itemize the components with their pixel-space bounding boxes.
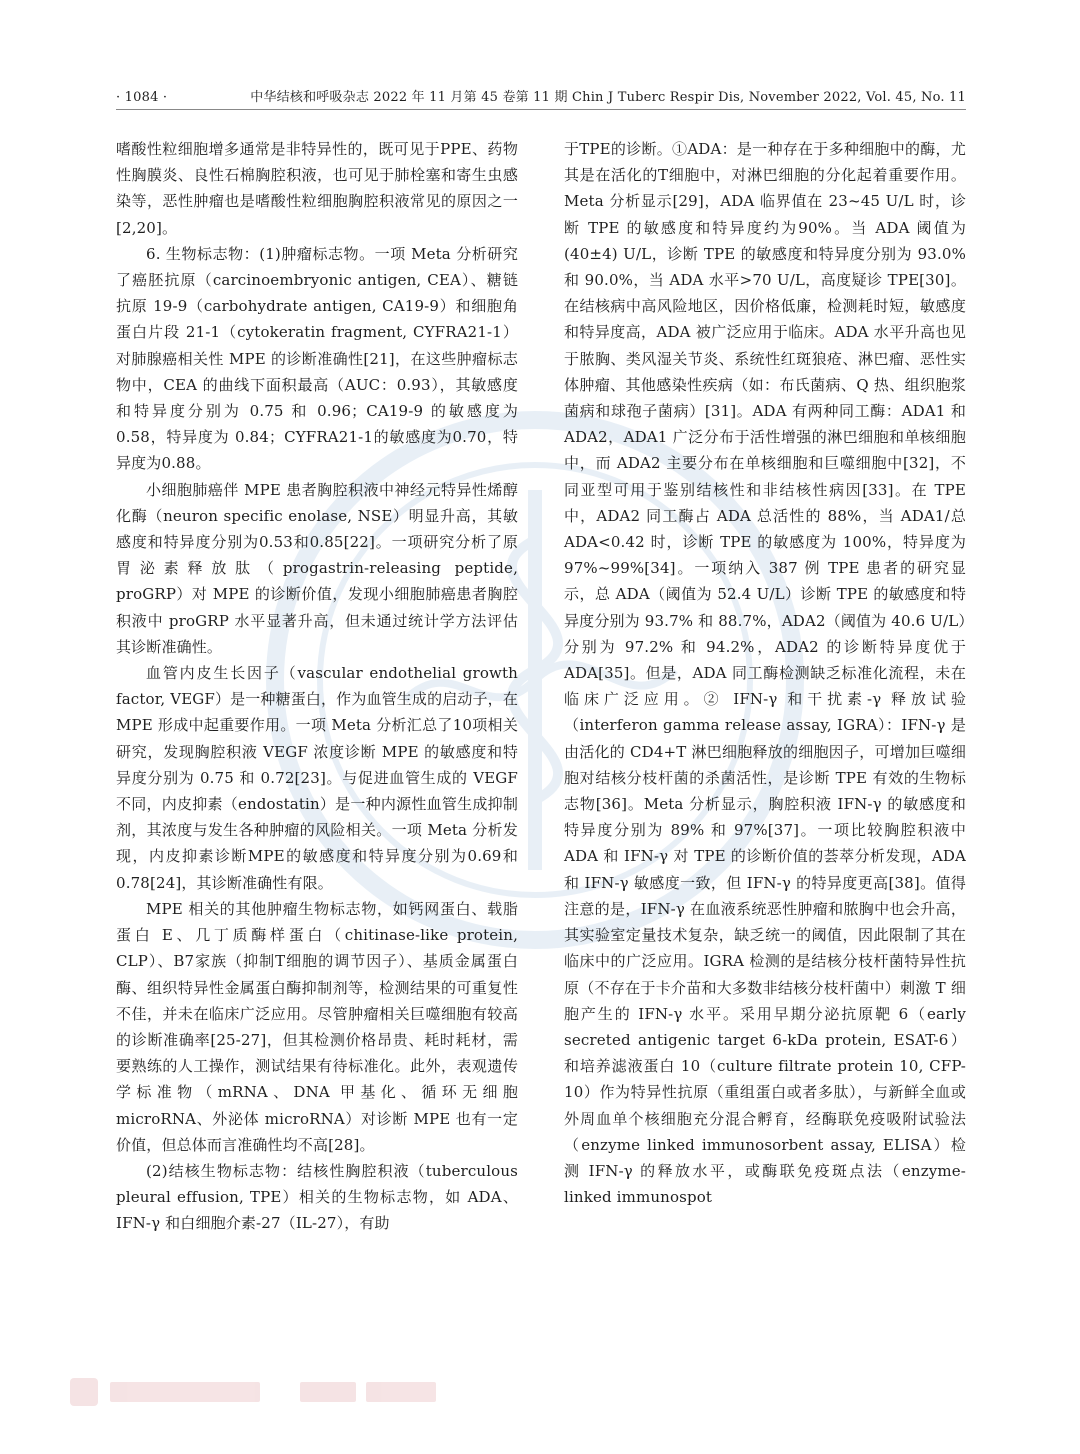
- right-column: [564, 136, 966, 1210]
- page-number: · 1084 ·: [116, 90, 168, 105]
- paragraph: 6. 生物标志物：(1)肿瘤标志物。一项 Meta 分析研究了癌胚抗原（carcinoembryonic antigen, CEA）、糖链抗原 19-9（carbohydrate antigen, CA19-9）和细胞角蛋白片段 21-1（cytokeratin fragment, CYFRA21-1）对肺腺癌相关性 MPE 的诊断准确性[21]，在这些肿瘤标志物中，CEA 的曲线下面积最高（AUC：0.93），其敏感度和特异度分别为 0.75 和 0.96；CA19-9 的敏感度为 0.58，特异度为 0.84；CYFRA21-1的敏感度为0.70，特异度为0.88。: [116, 244, 518, 473]
- paragraph: (2)结核生物标志物：结核性胸腔积液（tuberculous pleural effusion, TPE）相关的生物标志物，如 ADA、IFN-γ 和白细胞介素-27（IL-27），有助: [116, 1161, 518, 1233]
- paragraph: 血管内皮生长因子（vascular endothelial growth factor, VEGF）是一种糖蛋白，作为血管生成的启动子，在 MPE 形成中起重要作用。一项 Meta 分析汇总了10项相关研究，发现胸腔积液 VEGF 浓度诊断 MPE 的敏感度和特异度分别为 0.75 和 0.72[23]。与促进血管生成的 VEGF 不同，内皮抑素（endostatin）是一种内源性血管生成抑制剂，其浓度与发生各种肿瘤的风险相关。一项 Meta 分析发现，内皮抑素诊断MPE的敏感度和特异度分别为0.69和0.78[24]，其诊断准确性有限。: [116, 664, 518, 892]
- paragraph: MPE 相关的其他肿瘤生物标志物，如钙网蛋白、载脂蛋白 E、几丁质酶样蛋白（chitinase-like protein, CLP）、B7家族（抑制T细胞的调节因子）、基质金属蛋白酶、组织特异性金属蛋白酶抑制剂等，检测结果的可重复性不佳，并未在临床广泛应用。尽管肿瘤相关巨噬细胞有较高的诊断准确率[25-27]，但其检测价格昂贵、耗时耗材，需要熟练的人工操作，测试结果有待标准化。此外，表观遗传学标准物（mRNA、DNA 甲基化、循环无细胞 microRNA、外泌体 microRNA）对诊断 MPE 也有一定价值，但总体而言准确性均不高[28]。: [116, 899, 518, 1154]
- publisher-logo-watermark: [70, 1372, 450, 1412]
- paragraph: 小细胞肺癌伴 MPE 患者胸腔积液中神经元特异性烯醇化酶（neuron specific enolase, NSE）明显升高，其敏感度和特异度分别为0.53和0.85[22]。一项研究分析了原胃泌素释放肽（progastrin-releasing peptide, proGRP）对 MPE 的诊断价值，发现小细胞肺癌患者胸腔积液中 proGRP 水平显著升高，但未通过统计学方法评估其诊断准确性。: [116, 480, 518, 656]
- running-header: [116, 86, 966, 110]
- paragraph: 于TPE的诊断。①ADA：是一种存在于多种细胞中的酶，尤其是在活化的T细胞中，对淋巴细胞的分化起着重要作用。Meta 分析显示[29]，ADA 临界值在 23~45 U/L 时，诊断 TPE 的敏感度和特异度约为90%。当 ADA 阈值为(40±4) U/L，诊断 TPE 的敏感度和特异度分别为 93.0% 和 90.0%，当 ADA 水平>70 U/L，高度疑诊 TPE[30]。在结核病中高风险地区，因价格低廉，检测耗时短，敏感度和特异度高，ADA 被广泛应用于临床。ADA 水平升高也见于脓胸、类风湿关节炎、系统性红斑狼疮、淋巴瘤、恶性实体肿瘤、其他感染性疾病（如：布氏菌病、Q 热、组织胞浆菌病和球孢子菌病）[31]。ADA 有两种同工酶：ADA1 和 ADA2，ADA1 广泛分布于活性增强的淋巴细胞和单核细胞中，而 ADA2 主要分布在单核细胞和巨噬细胞中[32]，不同亚型可用于鉴别结核性和非结核性病因[33]。在 TPE 中，ADA2 同工酶占 ADA 总活性的 88%，当 ADA1/总 ADA<0.42 时，诊断 TPE 的敏感度为 100%，特异度为 97%~99%[34]。一项纳入 387 例 TPE 患者的研究显示，总 ADA（阈值为 52.4 U/L）诊断 TPE 的敏感度和特异度分别为 93.7% 和 88.7%，ADA2（阈值为 40.6 U/L）分别为 97.2% 和 94.2%，ADA2 的诊断特异度优于 ADA[35]。但是，ADA 同工酶检测缺乏标准化流程，未在临床广泛应用。② IFN-γ 和干扰素-γ 释放试验（interferon gamma release assay, IGRA）：IFN-γ 是由活化的 CD4+T 淋巴细胞释放的细胞因子，可增加巨噬细胞对结核分枝杆菌的杀菌活性，是诊断 TPE 有效的生物标志物[36]。Meta 分析显示，胸腔积液 IFN-γ 的敏感度和特异度分别为 89% 和 97%[37]。一项比较胸腔积液中 ADA 和 IFN-γ 对 TPE 的诊断价值的荟萃分析发现，ADA 和 IFN-γ 敏感度一致，但 IFN-γ 的特异度更高[38]。值得注意的是，IFN-γ 在血液系统恶性肿瘤和脓胸中也会升高，其实验室定量技术复杂，缺乏统一的阈值，因此限制了其在临床中的广泛应用。IGRA 检测的是结核分枝杆菌特异性抗原（不存在于卡介苗和大多数非结核分枝杆菌中）刺激 T 细胞产生的 IFN-γ 水平。采用早期分泌抗原靶 6（early secreted antigenic target 6-kDa protein, ESAT-6）和培养滤液蛋白 10（culture filtrate protein 10, CFP-10）作为特异性抗原（重组蛋白或者多肽），与新鲜全血或外周血单个核细胞充分混合孵育，经酶联免疫吸附试验法（enzyme linked immunosorbent assay, ELISA）检测 IFN-γ 的释放水平，或酶联免疫斑点法（enzyme-linked immunospot: [564, 140, 966, 1207]
- left-column: [116, 136, 518, 1237]
- journal-citation: 中华结核和呼吸杂志 2022 年 11 月第 45 卷第 11 期 Chin J Tuberc Respir Dis, November 2022, Vol. 45, No. 11: [250, 90, 966, 105]
- paragraph: 嗜酸性粒细胞增多通常是非特异性的，既可见于PPE、药物性胸膜炎、良性石棉胸腔积液，也可见于肺栓塞和寄生虫感染等，恶性肿瘤也是嗜酸性粒细胞胸腔积液常见的原因之一[2,20]。: [116, 140, 518, 237]
